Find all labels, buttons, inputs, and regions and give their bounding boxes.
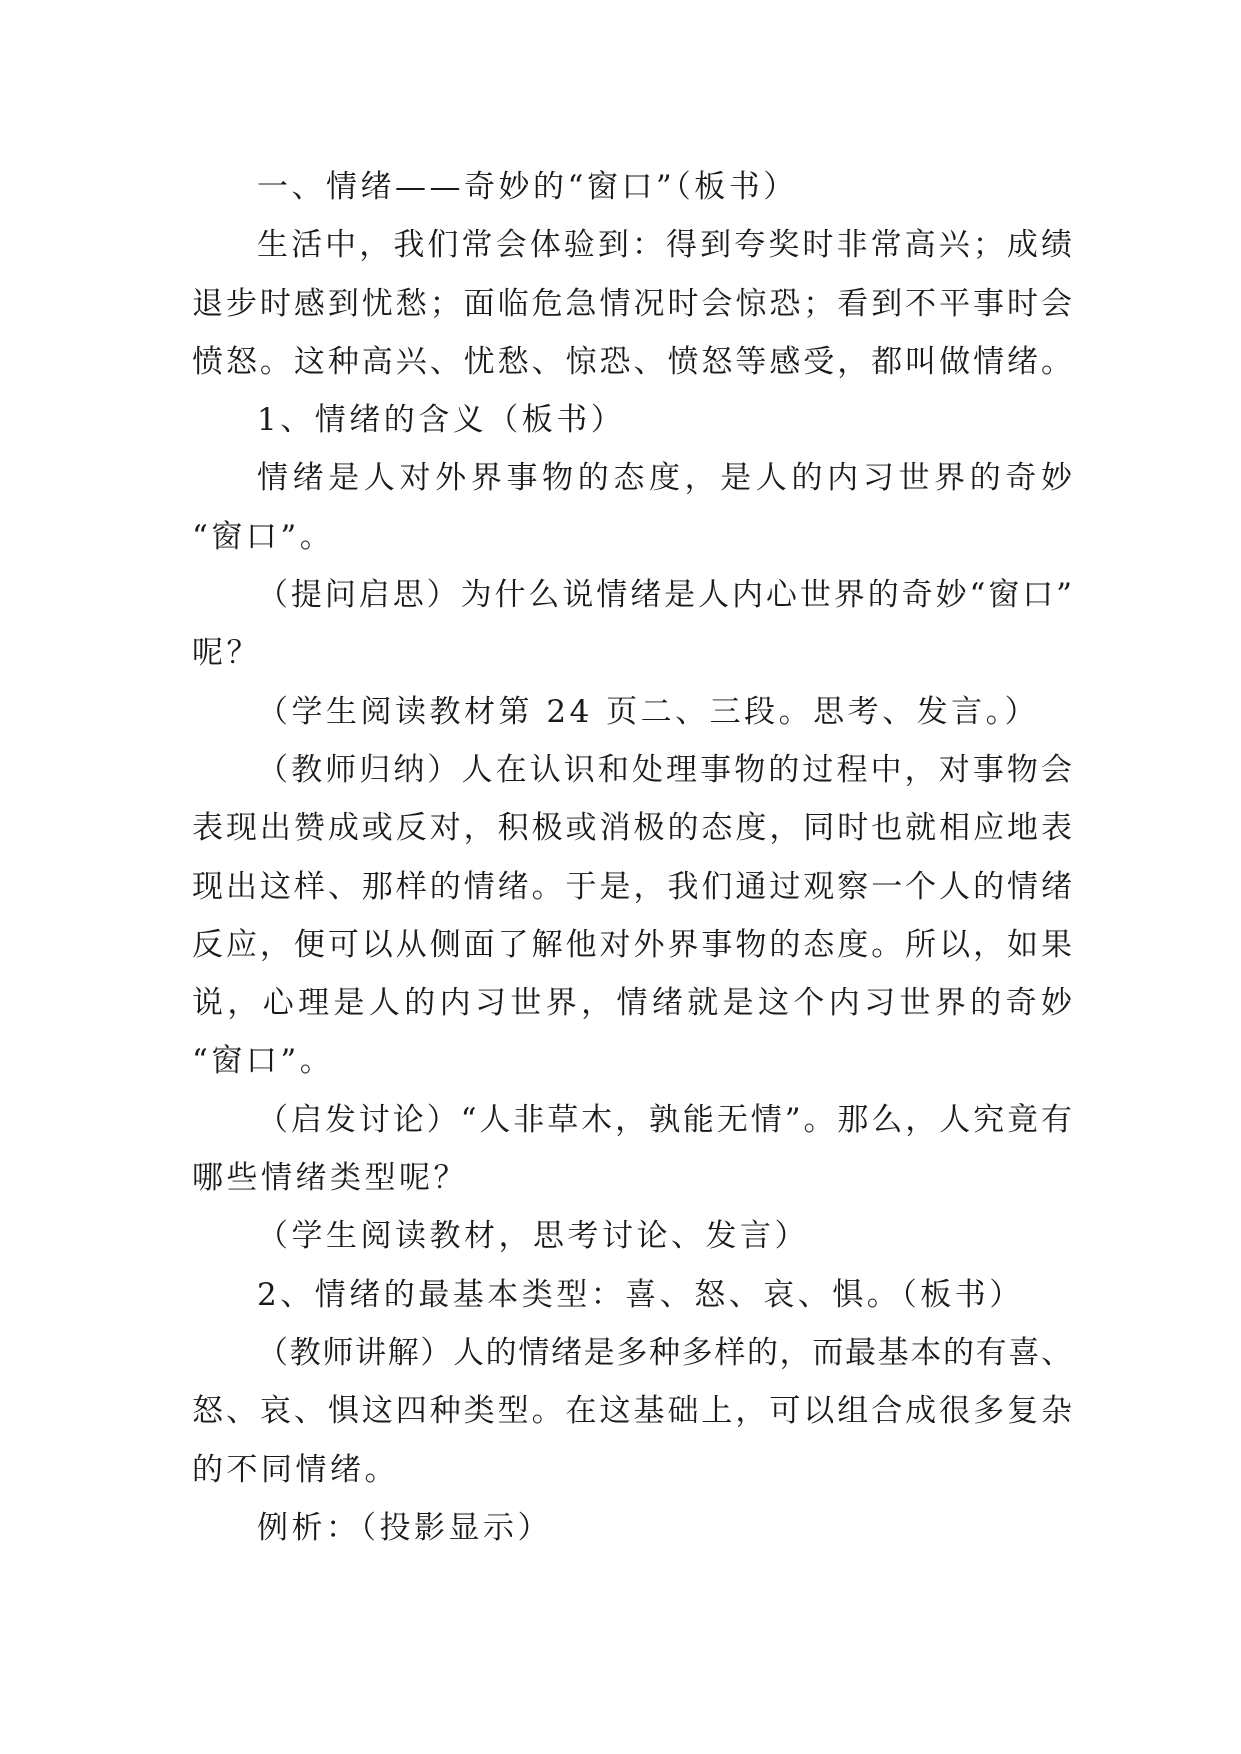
text-line: 现出这样、那样的情绪。于是，我们通过观察一个人的情绪 xyxy=(192,868,1072,905)
text-line: 说，心理是人的内习世界，情绪就是这个内习世界的奇妙 xyxy=(192,985,1072,1022)
text-line: 2、情绪的最基本类型：喜、怒、哀、惧。（板书） xyxy=(257,1276,1024,1313)
text-line: 情绪是人对外界事物的态度，是人的内习世界的奇妙 xyxy=(257,460,1072,497)
text-line: （学生阅读教材，思考讨论、发言） xyxy=(257,1218,809,1255)
text-line: 生活中，我们常会体验到：得到夸奖时非常高兴；成绩 xyxy=(257,227,1072,264)
text-line: 1、情绪的含义（板书） xyxy=(257,402,626,439)
text-line: 哪些情绪类型呢？ xyxy=(192,1160,468,1197)
text-line: （启发讨论）“人非草木，孰能无情”。那么，人究竟有 xyxy=(257,1101,1072,1138)
text-line: （学生阅读教材第 24 页二、三段。思考、发言。） xyxy=(257,693,1040,730)
text-line: （教师讲解）人的情绪是多种多样的，而最基本的有喜、 xyxy=(257,1334,1072,1371)
document-page xyxy=(192,158,1072,1557)
text-line: （提问启思）为什么说情绪是人内心世界的奇妙“窗口” xyxy=(257,577,1072,614)
text-line: 退步时感到忧愁；面临危急情况时会惊恐；看到不平事时会 xyxy=(192,285,1072,322)
text-line: 的不同情绪。 xyxy=(192,1451,399,1488)
text-line: 怒、哀、惧这四种类型。在这基础上，可以组合成很多复杂 xyxy=(192,1393,1072,1430)
text-line: 呢？ xyxy=(192,635,261,672)
text-line: “窗口”。 xyxy=(192,518,335,555)
text-line: “窗口”。 xyxy=(192,1043,335,1080)
text-line: 例析：（投影显示） xyxy=(257,1509,552,1546)
text-line: （教师归纳）人在认识和处理事物的过程中，对事物会 xyxy=(257,751,1072,788)
text-line: 表现出赞成或反对，积极或消极的态度，同时也就相应地表 xyxy=(192,810,1072,847)
text-line: 反应，便可以从侧面了解他对外界事物的态度。所以，如果 xyxy=(192,926,1072,963)
text-line: 一、情绪——奇妙的“窗口”（板书） xyxy=(257,169,798,205)
text-line: 愤怒。这种高兴、忧愁、惊恐、愤怒等感受，都叫做情绪。 xyxy=(192,343,1072,380)
document-body xyxy=(192,158,1072,1557)
